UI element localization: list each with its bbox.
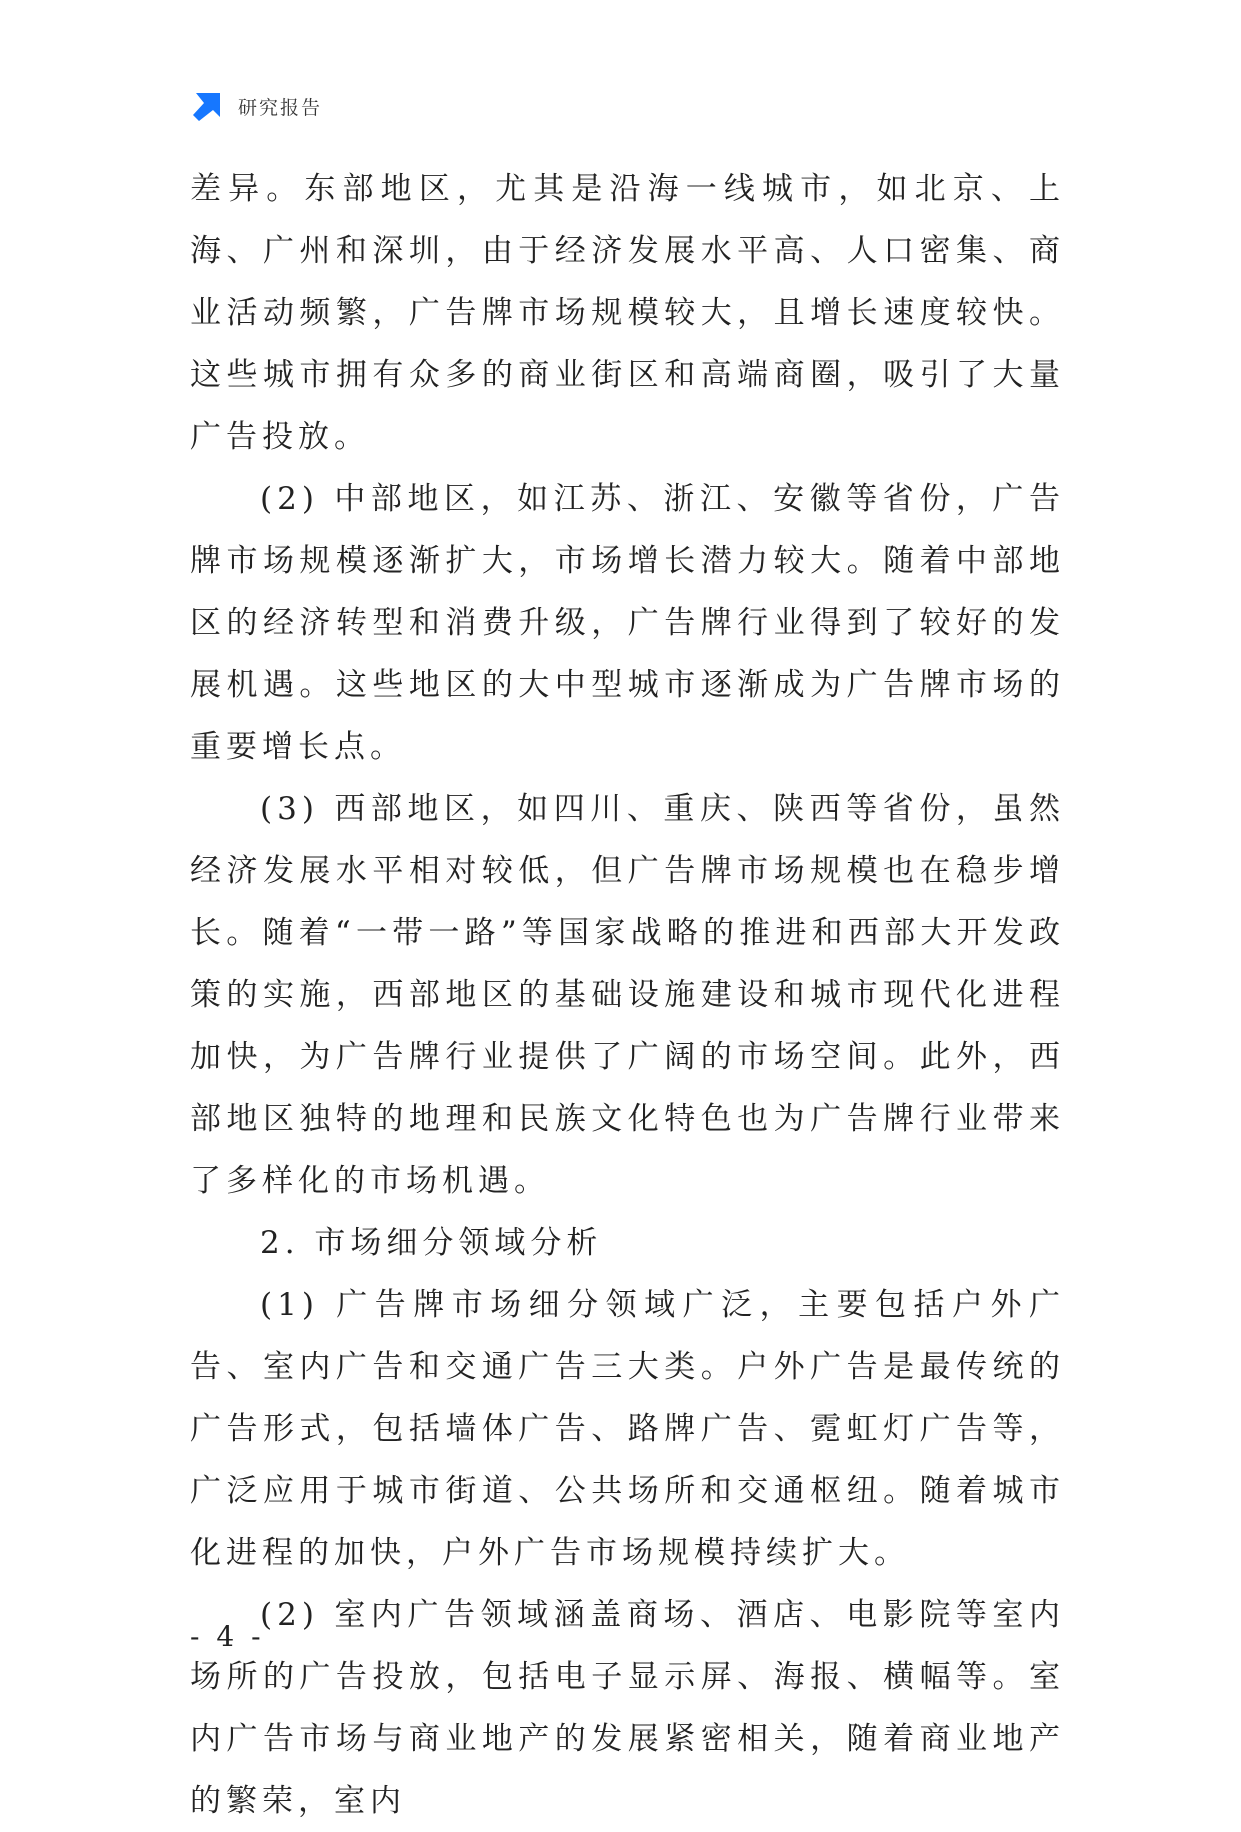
paragraph-segment-outdoor: (1) 广告牌市场细分领域广泛，主要包括户外广告、室内广告和交通广告三大类。户外广告是最传统的广告形式，包括墙体广告、路牌广告、霓虹灯广告等，广泛应用于城市街道、公共场所和交通枢纽。随着城市化进程的加快，户外广告市场规模持续扩大。 — [190, 1287, 1065, 1571]
arrow-up-right-icon — [190, 89, 224, 123]
page-number: - 4 - — [190, 1620, 265, 1653]
paragraph-segment-indoor: (2) 室内广告领域涵盖商场、酒店、电影院等室内场所的广告投放，包括电子显示屏、海报、横幅等。室内广告市场与商业地产的发展紧密相关，随着商业地产的繁荣，室内 — [190, 1597, 1065, 1819]
page-header — [190, 88, 322, 124]
paragraph-regional-central: (2) 中部地区，如江苏、浙江、安徽等省份，广告牌市场规模逐渐扩大，市场增长潜力较大。随着中部地区的经济转型和消费升级，广告牌行业得到了较好的发展机遇。这些地区的大中型城市逐渐成为广告牌市场的重要增长点。 — [190, 481, 1065, 765]
section-heading-market-segments: 2. 市场细分领域分析 — [260, 1225, 603, 1261]
header-title: 研究报告 — [238, 96, 323, 119]
paragraph-regional-east: 差异。东部地区，尤其是沿海一线城市，如北京、上海、广州和深圳，由于经济发展水平高、人口密集、商业活动频繁，广告牌市场规模较大，且增长速度较快。这些城市拥有众多的商业街区和高端商圈，吸引了大量广告投放。 — [190, 171, 1065, 455]
paragraph-regional-west: (3) 西部地区，如四川、重庆、陕西等省份，虽然经济发展水平相对较低，但广告牌市场规模也在稳步增长。随着“一带一路”等国家战略的推进和西部大开发政策的实施，西部地区的基础设施建设和城市现代化进程加快，为广告牌行业提供了广阔的市场空间。此外，西部地区独特的地理和民族文化特色也为广告牌行业带来了多样化的市场机遇。 — [190, 791, 1065, 1199]
document-body — [190, 158, 1065, 1832]
